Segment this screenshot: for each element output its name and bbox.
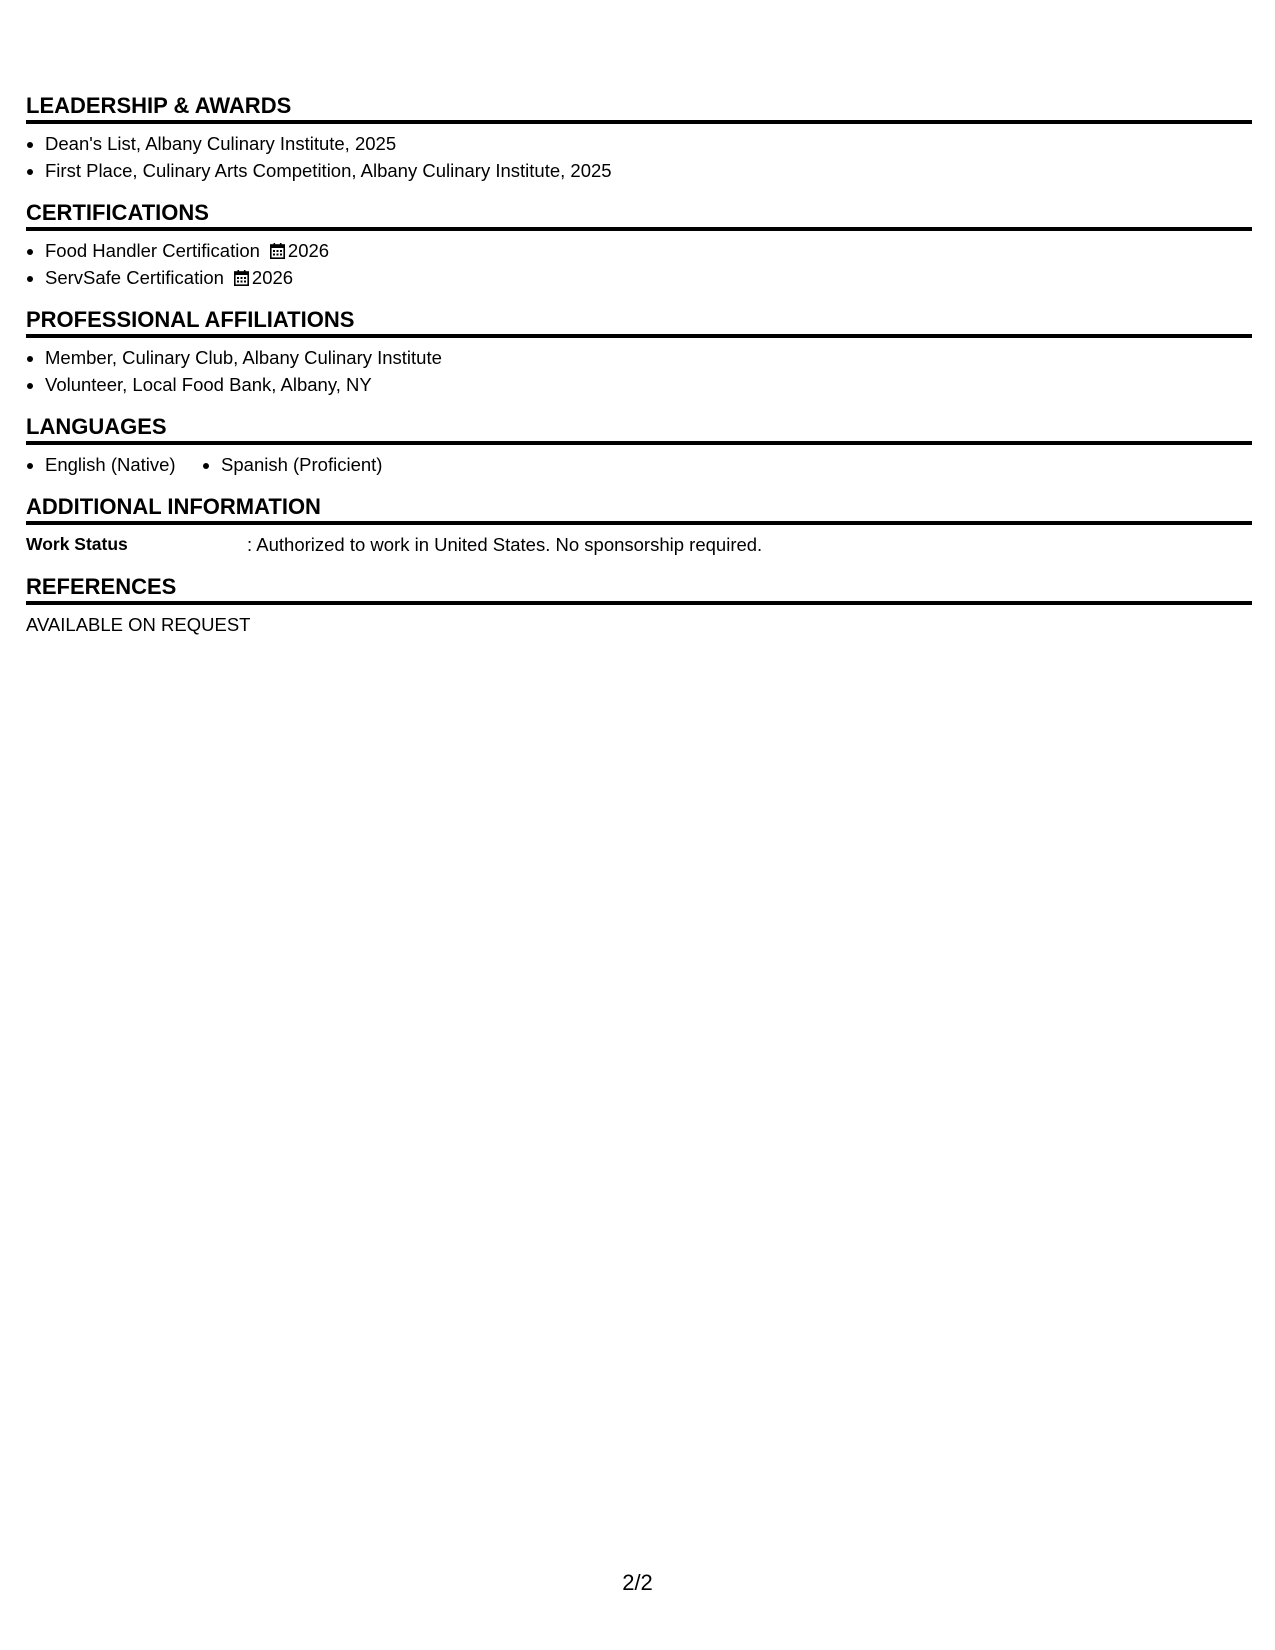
languages-section — [26, 413, 1252, 478]
section-divider — [26, 521, 1252, 525]
section-divider — [26, 227, 1252, 231]
certification-item — [26, 237, 1252, 264]
certifications-list — [26, 237, 1252, 291]
certification-year: 2026 — [251, 267, 294, 288]
references-section — [26, 573, 1252, 638]
work-status-label: Work Status — [26, 534, 128, 554]
certification-name: Food Handler Certification — [45, 240, 260, 261]
affiliations-section — [26, 306, 1252, 398]
section-divider — [26, 334, 1252, 338]
additional-info-section — [26, 493, 1252, 558]
calendar-icon — [234, 266, 249, 282]
list-item: First Place, Culinary Arts Competition, Albany Culinary Institute, 2025 — [26, 157, 1252, 184]
section-divider — [26, 601, 1252, 605]
section-title-additional: ADDITIONAL INFORMATION — [26, 494, 321, 519]
list-item: Member, Culinary Club, Albany Culinary Institute — [26, 344, 1252, 371]
certifications-section — [26, 199, 1252, 291]
section-divider — [26, 441, 1252, 445]
page-number: 2/2 — [622, 1570, 653, 1595]
section-title-certifications: CERTIFICATIONS — [26, 200, 209, 225]
section-title-references: REFERENCES — [26, 574, 177, 599]
references-text: AVAILABLE ON REQUEST — [26, 614, 251, 635]
section-title-affiliations: PROFESSIONAL AFFILIATIONS — [26, 307, 355, 332]
leadership-list — [26, 130, 1252, 184]
leadership-awards-section — [26, 92, 1252, 184]
section-title-languages: LANGUAGES — [26, 414, 167, 439]
list-item: Volunteer, Local Food Bank, Albany, NY — [26, 371, 1252, 398]
languages-list — [26, 451, 1252, 478]
work-status-row — [26, 531, 1252, 558]
certification-item — [26, 264, 1252, 291]
calendar-icon — [270, 239, 285, 255]
section-title-leadership: LEADERSHIP & AWARDS — [26, 93, 292, 118]
certification-year: 2026 — [287, 240, 330, 261]
section-divider — [26, 120, 1252, 124]
language-item: Spanish (Proficient) — [202, 451, 382, 478]
resume-page — [26, 92, 1252, 638]
affiliations-list — [26, 344, 1252, 398]
language-item: English (Native) — [26, 451, 176, 478]
certification-name: ServSafe Certification — [45, 267, 224, 288]
work-status-value: : Authorized to work in United States. No sponsorship required. — [247, 534, 763, 555]
list-item: Dean's List, Albany Culinary Institute, 2025 — [26, 130, 1252, 157]
